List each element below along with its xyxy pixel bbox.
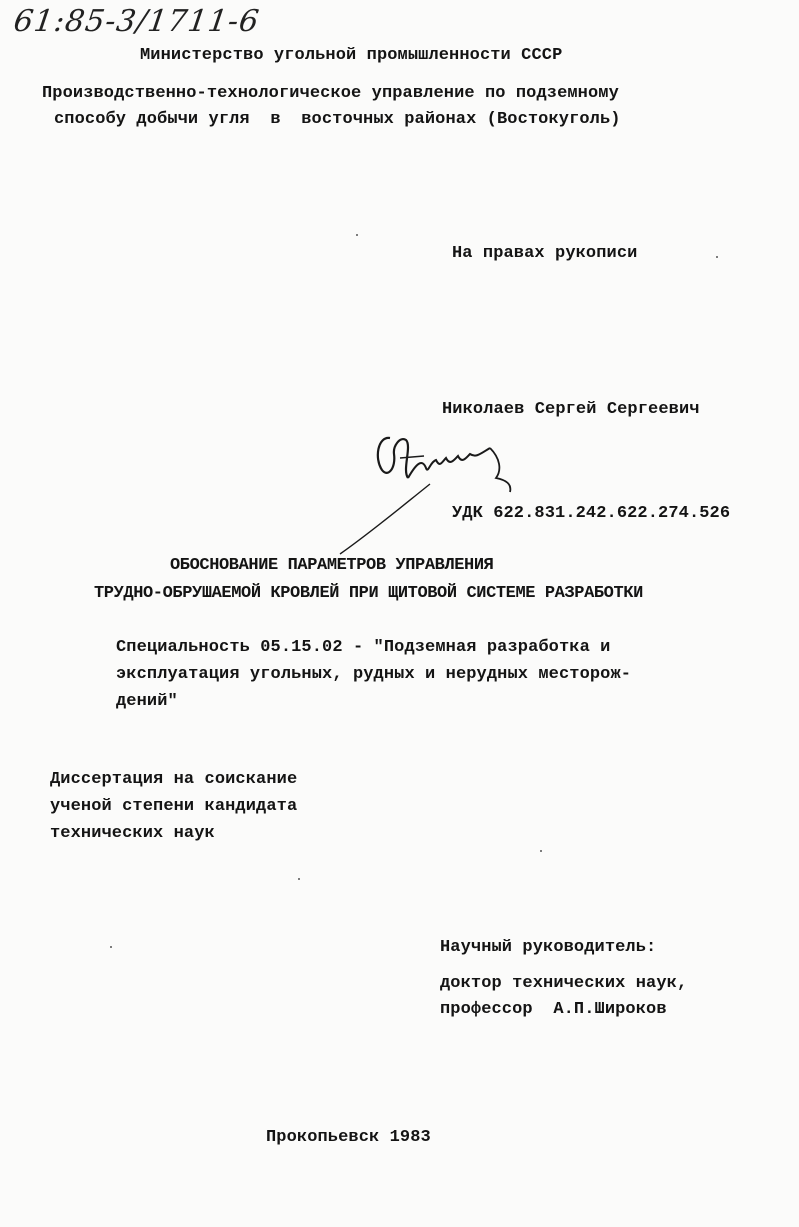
department-line-2: способу добычи угля в восточных районах (Востокуголь): [54, 110, 621, 129]
dissertation-line-3: технических наук: [50, 824, 215, 843]
archive-mark: 61:85-3/1711-6: [11, 4, 262, 39]
scan-speck: [540, 850, 542, 852]
place-year: Прокопьевск 1983: [266, 1128, 431, 1147]
specialty-line-2: эксплуатация угольных, рудных и нерудных месторож-: [116, 665, 632, 684]
scan-speck: [110, 946, 112, 948]
title-line-1: ОБОСНОВАНИЕ ПАРАМЕТРОВ УПРАВЛЕНИЯ: [170, 556, 494, 575]
signature-icon: [330, 418, 530, 558]
supervisor-name: профессор А.П.Широков: [440, 1000, 667, 1019]
dissertation-line-2: ученой степени кандидата: [50, 797, 298, 816]
udk-code: УДК 622.831.242.622.274.526: [452, 504, 731, 523]
title-line-2: ТРУДНО-ОБРУШАЕМОЙ КРОВЛЕЙ ПРИ ЩИТОВОЙ СИСТЕМЕ РАЗРАБОТКИ: [94, 584, 643, 603]
specialty-line-3: дений": [116, 692, 178, 711]
author-name: Николаев Сергей Сергеевич: [442, 400, 700, 419]
scan-speck: [356, 234, 358, 236]
scan-speck: [298, 878, 300, 880]
department-line-1: Производственно-технологическое управление по подземному: [42, 84, 619, 103]
ministry-line: Министерство угольной промышленности СССР: [140, 46, 563, 65]
specialty-line-1: Специальность 05.15.02 - "Подземная разработка и: [116, 638, 611, 657]
scan-speck: [716, 256, 718, 258]
supervisor-label: Научный руководитель:: [440, 938, 657, 957]
supervisor-degree: доктор технических наук,: [440, 974, 688, 993]
rights-note: На правах рукописи: [452, 244, 638, 263]
dissertation-line-1: Диссертация на соискание: [50, 770, 298, 789]
